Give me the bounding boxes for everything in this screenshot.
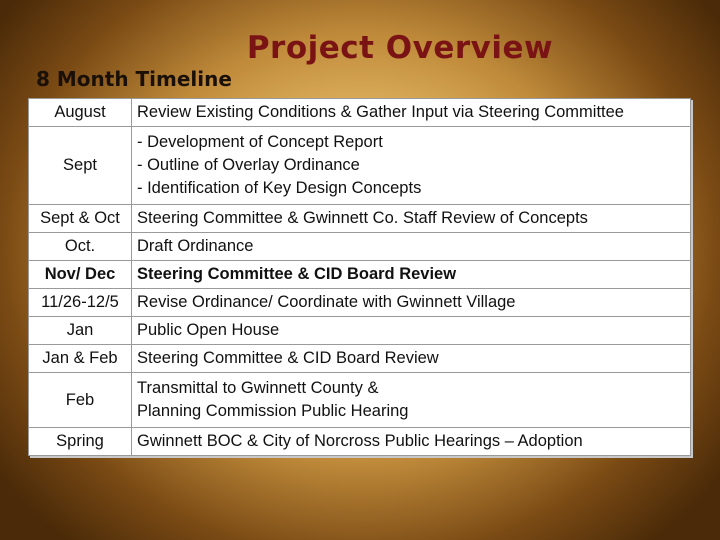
slide-title: Project Overview — [246, 30, 554, 66]
timeline-period: 11/26-12/5 — [29, 289, 132, 317]
slide-subtitle: 8 Month Timeline — [36, 67, 232, 91]
table-row — [29, 127, 691, 205]
table-row — [29, 233, 691, 261]
timeline-activity — [132, 205, 691, 233]
timeline-activity — [132, 428, 691, 456]
timeline-period: Jan — [29, 317, 132, 345]
timeline-period: Oct. — [29, 233, 132, 261]
activity-line: - Identification of Key Design Concepts — [137, 179, 422, 197]
timeline-period: Sept & Oct — [29, 205, 132, 233]
timeline-activity — [132, 127, 691, 205]
timeline-period: Spring — [29, 428, 132, 456]
timeline-activity — [132, 99, 691, 127]
activity-line: - Outline of Overlay Ordinance — [137, 156, 360, 174]
activity-line: Revise Ordinance/ Coordinate with Gwinnett Village — [137, 293, 516, 311]
activity-line: Gwinnett BOC & City of Norcross Public Hearings – Adoption — [137, 432, 583, 450]
activity-line: Public Open House — [137, 321, 280, 339]
activity-line: Steering Committee & CID Board Review — [137, 265, 457, 283]
table-row — [29, 205, 691, 233]
activity-line: Review Existing Conditions & Gather Input via Steering Committee — [137, 103, 624, 121]
table-row — [29, 99, 691, 127]
timeline-period: Jan & Feb — [29, 345, 132, 373]
activity-line: Planning Commission Public Hearing — [137, 402, 409, 420]
activity-line: Steering Committee & Gwinnett Co. Staff Review of Concepts — [137, 209, 588, 227]
activity-line: Draft Ordinance — [137, 237, 254, 255]
timeline-activity — [132, 233, 691, 261]
table-row — [29, 289, 691, 317]
timeline-activity — [132, 289, 691, 317]
table-row — [29, 345, 691, 373]
timeline-table — [28, 98, 691, 456]
timeline-activity — [132, 261, 691, 289]
timeline-activity — [132, 345, 691, 373]
activity-line: - Development of Concept Report — [137, 133, 383, 151]
activity-line: Transmittal to Gwinnett County & — [137, 379, 379, 397]
table-row — [29, 373, 691, 428]
timeline-period: Nov/ Dec — [29, 261, 132, 289]
table-row — [29, 261, 691, 289]
timeline-period: Sept — [29, 127, 132, 205]
timeline-period: August — [29, 99, 132, 127]
timeline-activity — [132, 317, 691, 345]
timeline-period: Feb — [29, 373, 132, 428]
activity-line: Steering Committee & CID Board Review — [137, 349, 439, 367]
timeline-activity — [132, 373, 691, 428]
table-row — [29, 428, 691, 456]
table-row — [29, 317, 691, 345]
